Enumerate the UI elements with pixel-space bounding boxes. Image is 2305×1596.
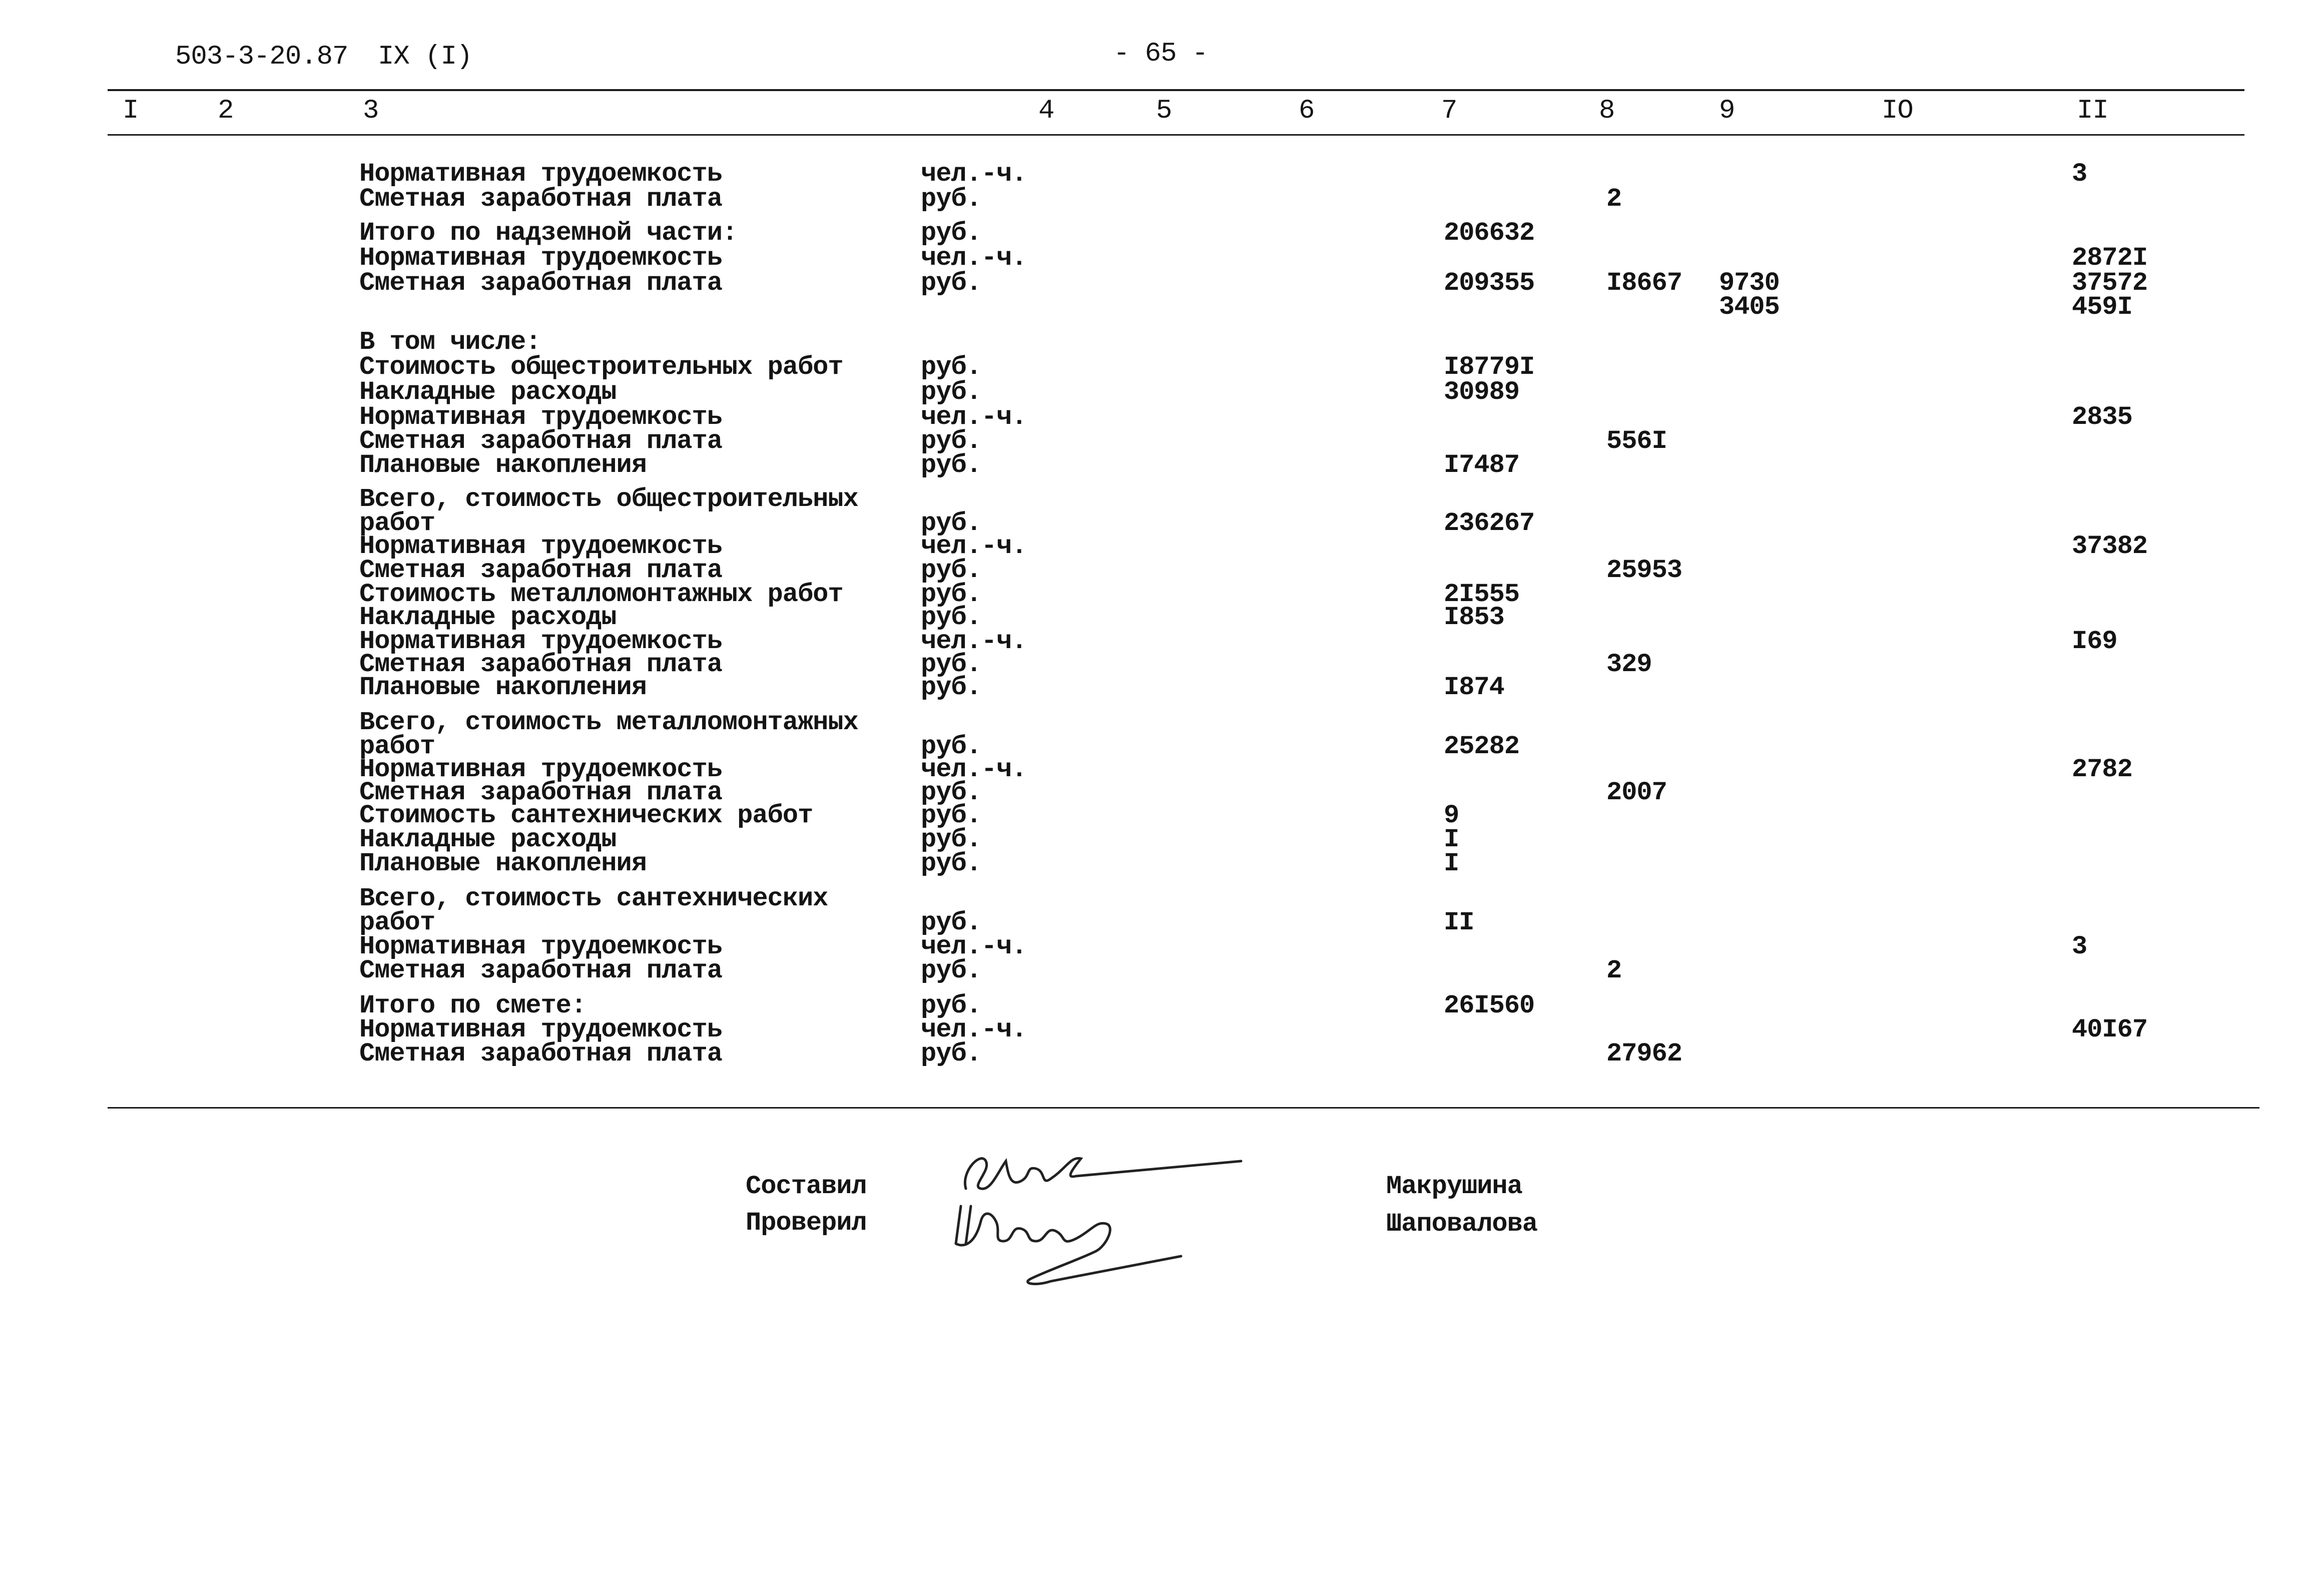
row-unit: чел.-ч. xyxy=(921,932,1027,961)
checker-name: Шаповалова xyxy=(1386,1209,1538,1239)
row-unit: руб. xyxy=(921,218,981,248)
cell-value-7: 2I555 xyxy=(1444,580,1520,609)
row-unit: руб. xyxy=(921,801,981,830)
cell-value-7: I853 xyxy=(1444,603,1504,632)
column-header: 5 xyxy=(1156,96,1172,126)
row-unit: руб. xyxy=(921,991,981,1020)
checked-by-label: Проверил xyxy=(746,1208,867,1238)
cell-value-9: 3405 xyxy=(1719,292,1780,322)
row-unit: руб. xyxy=(921,426,981,456)
row-label: Стоимость металломонтажных работ xyxy=(359,580,843,609)
row-unit: руб. xyxy=(921,352,981,382)
cell-value-7: I xyxy=(1444,849,1459,878)
row-label: Сметная заработная плата xyxy=(359,426,722,456)
column-header: 2 xyxy=(218,96,234,126)
row-unit: руб. xyxy=(921,508,981,538)
row-label: Нормативная трудоемкость xyxy=(359,531,722,561)
row-label: Сметная заработная плата xyxy=(359,650,722,679)
cell-value-8: 2007 xyxy=(1606,778,1667,807)
column-header: 7 xyxy=(1441,96,1457,126)
cell-value-11: 37572 xyxy=(2072,268,2148,298)
row-unit: чел.-ч. xyxy=(921,1015,1027,1044)
cell-value-8: 556I xyxy=(1606,426,1667,456)
row-unit: руб. xyxy=(921,184,981,214)
table-bottom-rule xyxy=(108,1107,2259,1109)
page-number: - 65 - xyxy=(1113,39,1208,69)
cell-value-7: 26I560 xyxy=(1444,991,1535,1020)
cell-value-7: II xyxy=(1444,908,1474,937)
row-label: Сметная заработная плата xyxy=(359,956,722,985)
cell-value-7: I8779I xyxy=(1444,352,1535,382)
row-unit: чел.-ч. xyxy=(921,243,1027,273)
column-header: I xyxy=(123,96,139,126)
cell-value-11: 40I67 xyxy=(2072,1015,2148,1044)
row-unit: чел.-ч. xyxy=(921,402,1027,432)
row-label: Всего, стоимость металломонтажных xyxy=(359,708,858,737)
column-header: 8 xyxy=(1599,96,1615,126)
row-label: Нормативная трудоемкость xyxy=(359,627,722,656)
row-unit: руб. xyxy=(921,603,981,632)
cell-value-11: 2872I xyxy=(2072,243,2148,273)
row-label: Сметная заработная плата xyxy=(359,556,722,585)
row-label: Накладные расходы xyxy=(359,377,617,407)
cell-value-8: I8667 xyxy=(1606,268,1682,298)
cell-value-11: 2835 xyxy=(2072,402,2132,432)
row-unit: чел.-ч. xyxy=(921,755,1027,784)
cell-value-7: I7487 xyxy=(1444,450,1520,480)
row-label: Нормативная трудоемкость xyxy=(359,243,722,273)
doc-code: 503-3-20.87 xyxy=(175,42,348,72)
row-label: Накладные расходы xyxy=(359,825,617,854)
handwritten-signature-checker xyxy=(946,1191,1226,1301)
row-unit: руб. xyxy=(921,580,981,609)
cell-value-11: 459I xyxy=(2072,292,2132,322)
row-label: работ xyxy=(359,508,435,538)
row-label: Нормативная трудоемкость xyxy=(359,932,722,961)
cell-value-7: 209355 xyxy=(1444,268,1535,298)
row-unit: руб. xyxy=(921,908,981,937)
row-label: В том числе: xyxy=(359,327,541,357)
cell-value-7: 9 xyxy=(1444,801,1459,830)
row-label: Нормативная трудоемкость xyxy=(359,159,722,189)
column-header-rule xyxy=(108,134,2244,136)
row-label: Сметная заработная плата xyxy=(359,268,722,298)
row-label: Итого по смете: xyxy=(359,991,587,1020)
column-header: 9 xyxy=(1719,96,1735,126)
compiled-by-label: Составил xyxy=(746,1172,867,1201)
row-label: работ xyxy=(359,732,435,761)
cell-value-11: 2782 xyxy=(2072,755,2132,784)
row-label: Плановые накопления xyxy=(359,450,647,480)
row-unit: руб. xyxy=(921,556,981,585)
cell-value-7: 206632 xyxy=(1444,218,1535,248)
cell-value-8: 2 xyxy=(1606,956,1622,985)
cell-value-7: 30989 xyxy=(1444,377,1520,407)
row-unit: руб. xyxy=(921,450,981,480)
table-top-rule xyxy=(108,89,2244,91)
row-label: Нормативная трудоемкость xyxy=(359,755,722,784)
column-header: 6 xyxy=(1299,96,1315,126)
row-unit: чел.-ч. xyxy=(921,159,1027,189)
row-label: Стоимость общестроительных работ xyxy=(359,352,843,382)
cell-value-8: 2 xyxy=(1606,184,1622,214)
cell-value-11: 3 xyxy=(2072,159,2087,189)
row-label: Плановые накопления xyxy=(359,849,647,878)
row-unit: руб. xyxy=(921,650,981,679)
cell-value-8: 27962 xyxy=(1606,1039,1682,1069)
column-header: 3 xyxy=(363,96,379,126)
cell-value-9: 9730 xyxy=(1719,268,1780,298)
cell-value-8: 25953 xyxy=(1606,556,1682,585)
row-label: Стоимость сантехнических работ xyxy=(359,801,813,830)
row-label: Итого по надземной части: xyxy=(359,218,738,248)
row-unit: руб. xyxy=(921,732,981,761)
row-label: Сметная заработная плата xyxy=(359,778,722,807)
row-label: Плановые накопления xyxy=(359,673,647,702)
cell-value-7: I xyxy=(1444,825,1459,854)
cell-value-7: 25282 xyxy=(1444,732,1520,761)
row-unit: чел.-ч. xyxy=(921,627,1027,656)
row-label: Нормативная трудоемкость xyxy=(359,402,722,432)
row-unit: руб. xyxy=(921,778,981,807)
row-label: Накладные расходы xyxy=(359,603,617,632)
cell-value-11: I69 xyxy=(2072,627,2117,656)
cell-value-11: 3 xyxy=(2072,932,2087,961)
cell-value-11: 37382 xyxy=(2072,531,2148,561)
row-unit: руб. xyxy=(921,268,981,298)
row-label: Всего, стоимость сантехнических xyxy=(359,884,828,913)
cell-value-8: 329 xyxy=(1606,650,1652,679)
cell-value-7: I874 xyxy=(1444,673,1504,702)
row-unit: руб. xyxy=(921,673,981,702)
row-unit: руб. xyxy=(921,1039,981,1069)
row-label: Сметная заработная плата xyxy=(359,184,722,214)
cell-value-7: 236267 xyxy=(1444,508,1535,538)
row-label: работ xyxy=(359,908,435,937)
row-unit: руб. xyxy=(921,825,981,854)
row-label: Нормативная трудоемкость xyxy=(359,1015,722,1044)
row-unit: руб. xyxy=(921,849,981,878)
column-header: 4 xyxy=(1038,96,1054,126)
row-label: Всего, стоимость общестроительных xyxy=(359,484,858,514)
column-header: IO xyxy=(1882,96,1913,126)
section-number: IX (I) xyxy=(378,42,472,72)
row-unit: руб. xyxy=(921,956,981,985)
row-unit: чел.-ч. xyxy=(921,531,1027,561)
column-header: II xyxy=(2077,96,2108,126)
row-unit: руб. xyxy=(921,377,981,407)
compiler-name: Макрушина xyxy=(1386,1172,1522,1201)
row-label: Сметная заработная плата xyxy=(359,1039,722,1069)
